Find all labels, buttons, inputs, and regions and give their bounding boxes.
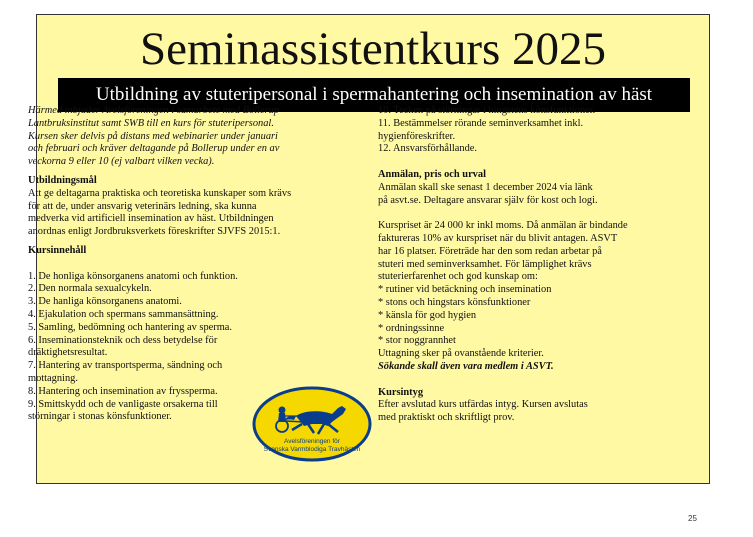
certificate-heading: Kursintyg — [378, 386, 424, 398]
price-line: * stor noggrannhet — [378, 335, 456, 347]
goal-line: Att ge deltagarna praktiska och teoretiska kunskaper som krävs — [28, 187, 292, 199]
price-line: * stons och hingstars könsfunktioner — [378, 296, 531, 308]
content-heading: Kursinnehåll — [28, 244, 87, 256]
goal-heading: Utbildningsmål — [28, 174, 97, 186]
list-item: dräktighetsresultat. — [28, 347, 108, 359]
membership-note: Sökande skall även vara medlem i ASVT. — [378, 360, 554, 372]
application-line: på asvt.se. Deltagare ansvarar själv för kost och logi. — [378, 194, 598, 206]
list-item: 9. Smittskydd och de vanligaste orsakerna till — [28, 398, 218, 410]
application-line: Anmälan skall ske senast 1 december 2024 via länk — [378, 181, 593, 193]
price-line: * känsla för god hygien — [378, 309, 477, 321]
list-item: 1. De honliga könsorganens anatomi och funktion. — [28, 270, 238, 282]
goal-text — [28, 188, 354, 239]
application-heading: Anmälan, pris och urval — [378, 168, 486, 180]
intro-line: Härmed inbjuder Avelsföreningen i samarbete med Bollerup — [28, 105, 280, 116]
application-text — [378, 182, 668, 208]
list-item: 6. Inseminationsteknik och dess betydelse för — [28, 334, 218, 346]
price-line: * ordningssinne — [378, 322, 445, 334]
price-line: har 16 platser. Företräde har den som redan arbetar på — [378, 245, 602, 257]
list-item: mottagning. — [28, 372, 78, 384]
list-item: 11. Bestämmelser rörande seminverksamhet inkl. — [378, 117, 584, 129]
content-list-continued — [378, 105, 668, 156]
certificate-line: med praktiskt och skriftligt prov. — [378, 412, 515, 424]
list-item: 3. De hanliga könsorganens anatomi. — [28, 296, 182, 308]
price-line: * rutiner vid betäckning och insemination — [378, 284, 552, 296]
association-logo — [252, 386, 372, 462]
left-column — [28, 105, 354, 424]
goal-line: medverka vid artificiell insemination av häst. Utbildningen — [28, 213, 274, 225]
goal-line: för att de, under ansvarig veterinärs ledning, ska kunna — [28, 200, 257, 212]
goal-line: anordnas enligt Jordbruksverkets föreskrifter SJVFS 2015:1. — [28, 226, 281, 238]
page-title: Seminassistentkurs 2025 — [139, 23, 607, 75]
subtitle-banner: Utbildning av stuteripersonal i spermahantering och insemination av häst — [58, 78, 690, 112]
intro-text — [28, 105, 354, 169]
intro-line: och februari och kräver deltagande på Bollerup under en av — [28, 143, 280, 155]
certificate-text — [378, 399, 668, 425]
right-column — [378, 105, 668, 425]
logo-text-line2: Svenska Varmblodiga Travhästen — [263, 446, 361, 453]
price-text — [378, 220, 668, 361]
intro-line: Lantbruksinstitut samt SWB till en kurs för stuteripersonal. — [28, 117, 274, 129]
price-line: stuterierfarenhet och god kunskap om: — [378, 271, 538, 283]
certificate-line: Efter avslutad kurs utfärdas intyg. Kursen avslutas — [378, 399, 588, 411]
list-item: 12. Ansvarsförhållande. — [378, 143, 477, 155]
list-item: 4. Ejakulation och spermans sammansättning. — [28, 308, 219, 320]
list-item: 8. Hantering och insemination av fryssperma. — [28, 385, 218, 397]
intro-line: veckorna 9 eller 10 (ej valbart vilken vecka). — [28, 156, 215, 168]
price-line: stuteri med seminverksamhet. För lämplighet krävs — [378, 258, 592, 270]
logo-text-line1: Avelsföreningen för — [284, 438, 340, 445]
intro-line: Kursen sker delvis på distans med webinarier under januari — [28, 130, 278, 142]
list-item: hygienföreskrifter. — [378, 130, 456, 142]
price-line: Uttagning sker på ovanstående kriterier. — [378, 348, 544, 360]
list-item: 7. Hantering av transportsperma, sändning och — [28, 360, 223, 372]
price-line: faktureras 10% av kurspriset när du blivit antagen. ASVT — [378, 232, 618, 244]
page-number: 25 — [688, 514, 697, 523]
list-item: 5. Samling, bedömning och hantering av sperma. — [28, 321, 233, 333]
list-item: 2. Den normala sexualcykeln. — [28, 283, 152, 295]
list-item: störningar i stonas könsfunktioner. — [28, 411, 172, 423]
list-item: 10. Tecken på störningar i hingstens könsfunktioner. — [378, 105, 596, 116]
price-line: Kurspriset är 24 000 kr inkl moms. Då anmälan är bindande — [378, 220, 628, 232]
